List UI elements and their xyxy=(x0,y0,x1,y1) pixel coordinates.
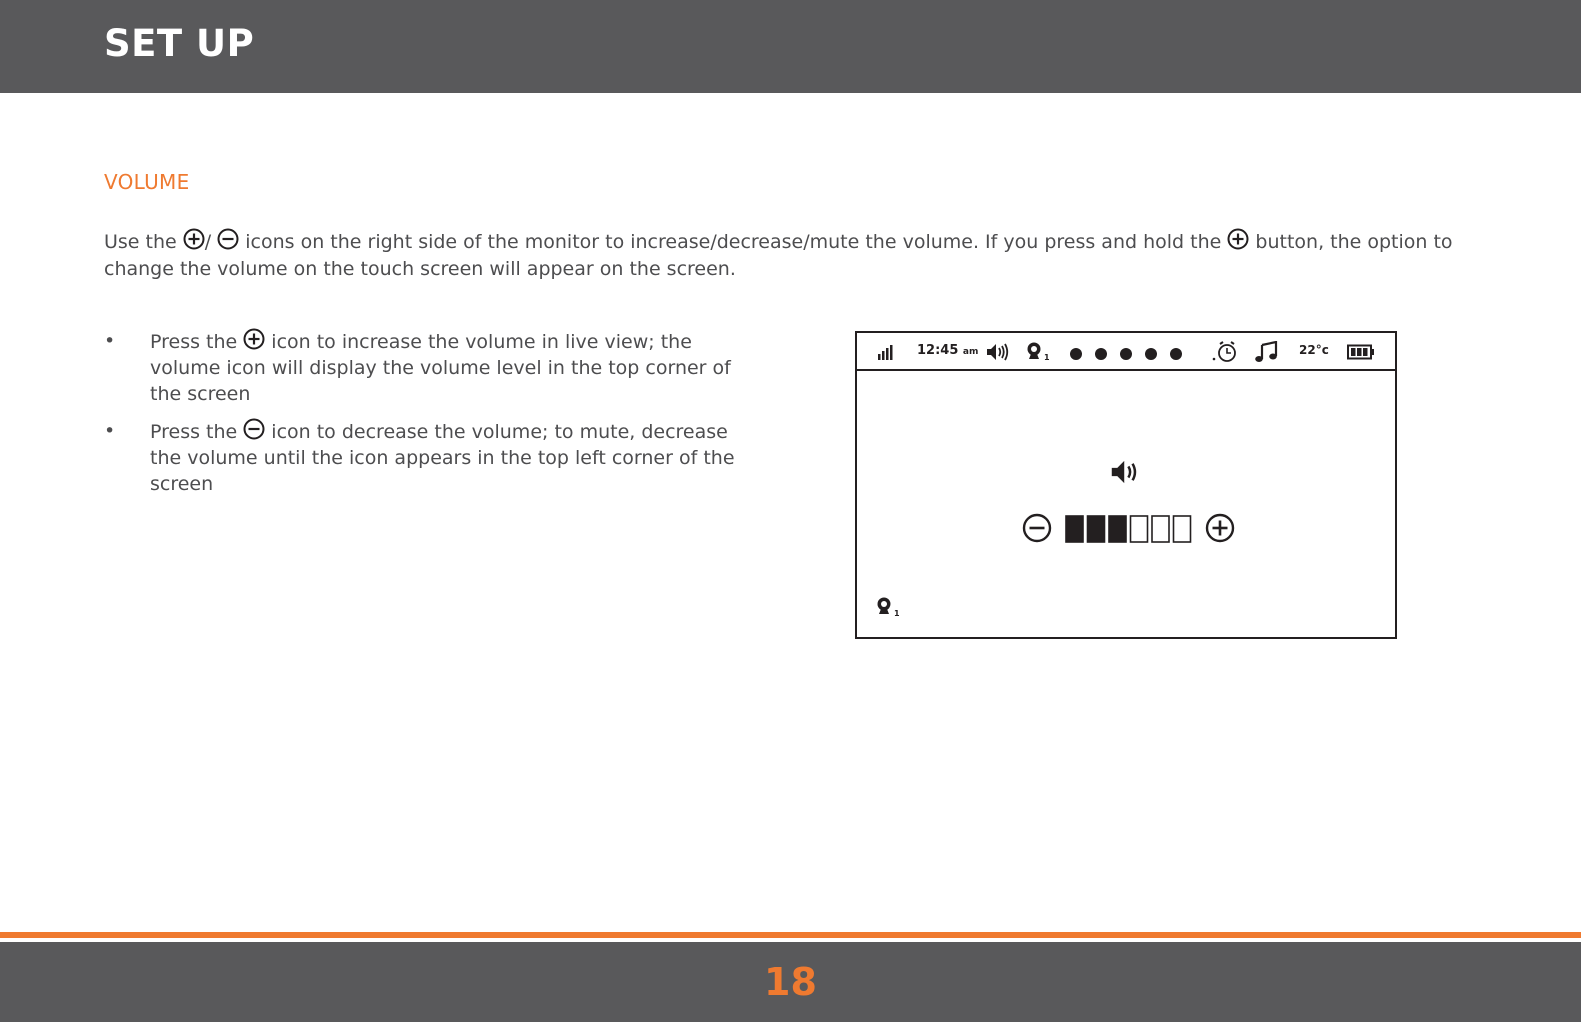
dot-indicators xyxy=(1069,346,1189,365)
volume-decrease-icon[interactable] xyxy=(1022,513,1052,547)
status-temperature: 22°c xyxy=(1299,343,1329,357)
camera-number: 1 xyxy=(1044,353,1050,362)
bullet-dot: • xyxy=(104,330,116,352)
intro-paragraph xyxy=(104,228,1484,283)
monitor-screen-illustration xyxy=(855,331,1397,639)
speaker-icon xyxy=(985,342,1011,366)
music-icon xyxy=(1255,341,1279,367)
list-item xyxy=(104,418,764,497)
plus-circle-icon xyxy=(243,328,265,350)
bullet-text-post: icon to decrease the volume; to mute, decrease the volume until the icon appears in the top left corner of the screen xyxy=(150,421,735,495)
battery-icon xyxy=(1347,344,1375,364)
bullet-text-pre: Press the xyxy=(150,331,244,353)
bullet-dot: • xyxy=(104,420,116,442)
list-item xyxy=(104,328,764,407)
volume-segment-empty xyxy=(1174,516,1191,542)
volume-segment-empty xyxy=(1131,516,1148,542)
volume-increase-icon[interactable] xyxy=(1205,513,1235,547)
page-number: 18 xyxy=(764,960,817,1004)
camera-icon xyxy=(875,597,893,619)
bullet-list xyxy=(104,328,764,508)
intro-text-3: button, the option to change the volume on the touch screen will appear on the screen. xyxy=(104,231,1453,280)
status-bar xyxy=(857,333,1395,371)
alarm-icon xyxy=(1212,341,1238,367)
volume-segment-filled xyxy=(1109,516,1126,542)
volume-segment-filled xyxy=(1066,516,1083,542)
status-time-value: 12:45 xyxy=(917,343,959,358)
volume-segment-empty xyxy=(1152,516,1169,542)
signal-icon xyxy=(877,343,895,365)
intro-text-1: Use the xyxy=(104,231,183,253)
minus-circle-icon xyxy=(217,228,239,250)
volume-level-bar xyxy=(1065,514,1195,544)
plus-circle-icon xyxy=(1227,228,1249,250)
footer-accent-line xyxy=(0,932,1581,938)
page-title: SET UP xyxy=(104,22,255,65)
minus-circle-icon xyxy=(243,418,265,440)
bullet-text-post: icon to increase the volume in live view; the volume icon will display the volume level in the top corner of the screen xyxy=(150,331,731,405)
intro-separator: / xyxy=(204,231,218,253)
camera-icon xyxy=(1025,342,1043,364)
bullet-text-pre: Press the xyxy=(150,421,244,443)
status-time-ampm: am xyxy=(962,347,979,357)
plus-circle-icon xyxy=(183,228,205,250)
camera-number: 1 xyxy=(894,609,900,618)
status-time xyxy=(917,343,978,358)
volume-speaker-icon xyxy=(1109,454,1145,494)
intro-text-2: icons on the right side of the monitor to increase/decrease/mute the volume. If you press and hold the xyxy=(239,231,1228,253)
section-title: VOLUME xyxy=(104,170,190,194)
volume-segment-filled xyxy=(1088,516,1105,542)
